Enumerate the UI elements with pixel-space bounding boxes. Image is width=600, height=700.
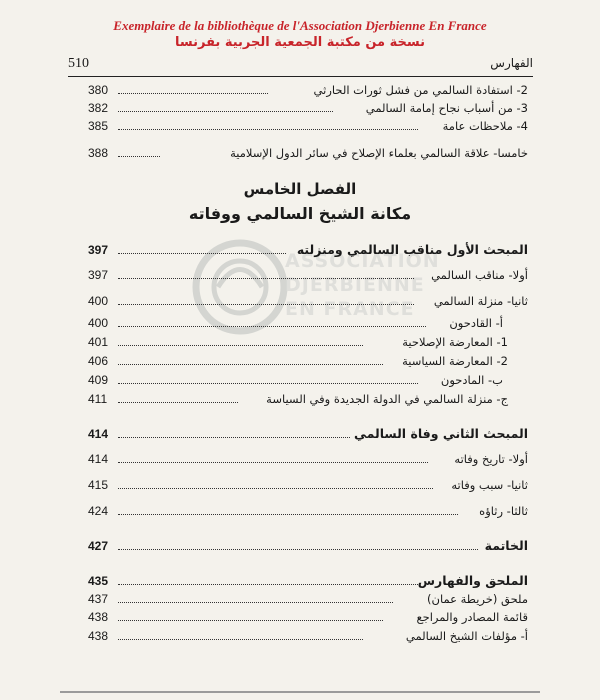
dot-leader [118, 620, 383, 621]
watermark-line-1: ASSOCIATION [285, 250, 440, 272]
dot-leader [118, 602, 393, 603]
toc-title: ثانيا- منزلة السالمي [433, 294, 528, 308]
toc-section-heading [88, 536, 528, 556]
toc-title: خامسا- علاقة السالمي بعلماء الإصلاح في سائر الدول الإسلامية [230, 146, 528, 160]
toc-title: أولا- تاريخ وفاته [454, 452, 528, 466]
running-head [68, 56, 533, 77]
dot-leader [118, 156, 160, 157]
chapter-label: الفصل الخامس [243, 180, 357, 198]
toc-entry [88, 143, 528, 163]
toc-title: المبحث الثاني وفاة السالمي [353, 426, 528, 441]
toc-entry [88, 475, 528, 495]
toc-entry [88, 589, 528, 609]
toc-entry [88, 501, 528, 521]
toc-page-number: 437 [88, 592, 109, 606]
toc-section-heading [88, 240, 528, 260]
toc-title: ملحق (خريطة عمان) [427, 592, 528, 606]
toc-title: الخاتمة [484, 538, 528, 553]
toc-entry [88, 607, 528, 627]
dot-leader [118, 304, 414, 305]
toc-page-number: 414 [88, 427, 109, 441]
dot-leader [118, 111, 333, 112]
toc-title: ج- منزلة السالمي في الدولة الجديدة وفي السياسة [266, 392, 508, 406]
toc-page-number: 409 [88, 373, 109, 387]
toc-section-heading [88, 571, 528, 591]
toc-entry [88, 265, 528, 285]
dot-leader [118, 326, 426, 327]
page-number: 510 [68, 56, 89, 71]
toc-page-number: 380 [88, 83, 109, 97]
toc-page-number: 424 [88, 504, 109, 518]
dot-leader [118, 129, 418, 130]
chapter-title: مكانة الشيخ السالمي ووفاته [188, 204, 412, 223]
dot-leader [118, 549, 478, 550]
toc-page-number: 397 [88, 268, 109, 282]
toc-title: المبحث الأول مناقب السالمي ومنزلته [296, 242, 528, 257]
toc-title: الملحق والفهارس [417, 573, 528, 588]
running-title: الفهارس [490, 56, 533, 70]
toc-title: 1- المعارضة الإصلاحية [402, 335, 508, 349]
dot-leader [118, 488, 433, 489]
watermark-line-3: EN FRANCE [285, 298, 415, 320]
dot-leader [118, 278, 414, 279]
dot-leader [118, 437, 350, 438]
dot-leader [118, 253, 286, 254]
toc-page-number: 401 [88, 335, 109, 349]
toc-title: 2- المعارضة السياسية [402, 354, 508, 368]
toc-page-number: 406 [88, 354, 109, 368]
dot-leader [118, 93, 268, 94]
dot-leader [118, 345, 363, 346]
toc-entry [88, 291, 528, 311]
toc-entry [88, 332, 508, 352]
toc-title: أولا- مناقب السالمي [431, 268, 528, 282]
dot-leader [118, 364, 383, 365]
dot-leader [118, 383, 418, 384]
toc-page-number: 385 [88, 119, 109, 133]
toc-entry [88, 116, 528, 136]
toc-page-number: 388 [88, 146, 109, 160]
toc-title: 2- استفادة السالمي من فشل ثورات الحارثي [313, 83, 528, 97]
bottom-rule [60, 691, 540, 693]
toc-entry [88, 449, 528, 469]
toc-page-number: 415 [88, 478, 109, 492]
toc-entry [88, 389, 508, 409]
toc-section-heading [88, 424, 528, 444]
toc-page-number: 400 [88, 294, 109, 308]
toc-page-number: 400 [88, 316, 109, 330]
library-header-french: Exemplaire de la bibliothèque de l'Association Djerbienne En France [113, 18, 487, 33]
watermark-line-2: DJERBIENNE [285, 274, 425, 296]
toc-page-number: 435 [88, 574, 109, 588]
toc-title: قائمة المصادر والمراجع [416, 610, 528, 624]
dot-leader [118, 462, 428, 463]
toc-page-number: 438 [88, 629, 109, 643]
toc-title: 3- من أسباب نجاح إمامة السالمي [365, 101, 528, 115]
toc-page-number: 427 [88, 539, 109, 553]
toc-page-number: 414 [88, 452, 109, 466]
toc-entry [88, 98, 528, 118]
dot-leader [118, 584, 418, 585]
toc-title: أ- القادحون [449, 316, 503, 330]
toc-page-number: 438 [88, 610, 109, 624]
library-header-arabic: نسخة من مكتبة الجمعية الجربية بفرنسا [175, 35, 425, 50]
toc-page-number: 397 [88, 243, 109, 257]
toc-entry [88, 80, 528, 100]
toc-title: ثالثا- رثاؤه [479, 504, 528, 518]
toc-entry [88, 626, 528, 646]
toc-title: ب- المادحون [440, 373, 503, 387]
toc-entry [88, 313, 503, 333]
toc-entry [88, 351, 508, 371]
toc-page-number: 411 [88, 392, 108, 406]
toc-page-number: 382 [88, 101, 109, 115]
toc-entry [88, 370, 503, 390]
dot-leader [118, 514, 458, 515]
toc-title: 4- ملاحظات عامة [442, 119, 528, 133]
toc-title: أ- مؤلفات الشيخ السالمي [405, 629, 528, 643]
toc-title: ثانيا- سبب وفاته [451, 478, 528, 492]
dot-leader [118, 402, 238, 403]
dot-leader [118, 639, 363, 640]
